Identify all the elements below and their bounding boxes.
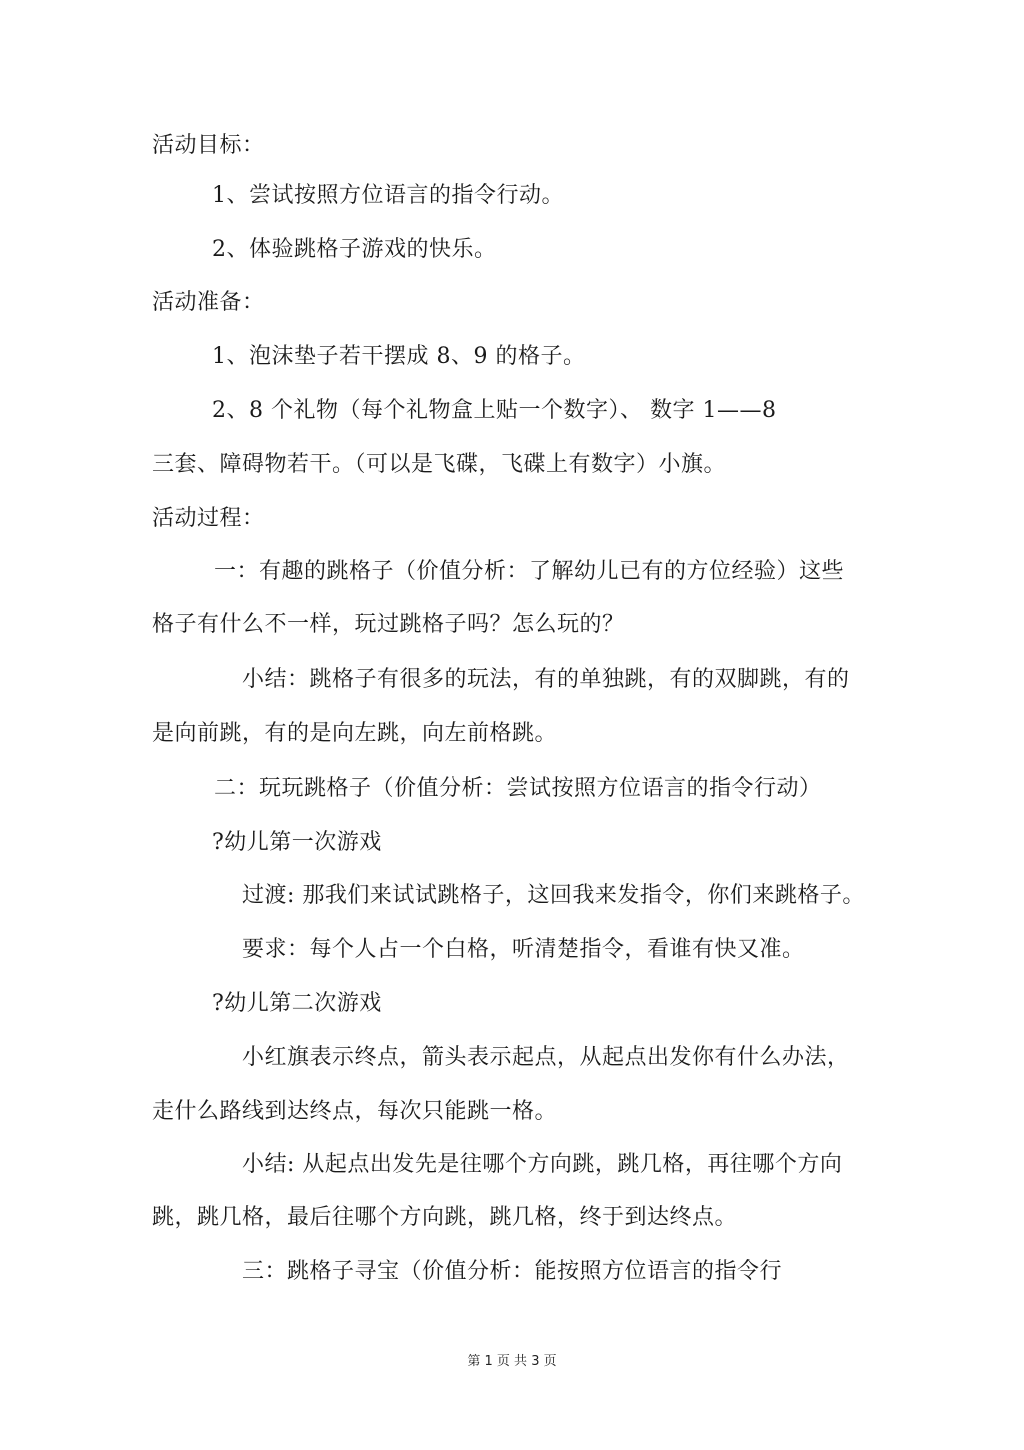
summary-2-continued: 跳，跳几格，最后往哪个方向跳，跳几格，终于到达终点。 <box>152 1205 738 1230</box>
preparation-item-2-continued: 三套、障碍物若干。（可以是飞碟，飞碟上有数字）小旗。 <box>152 452 727 477</box>
heading-activity-goals: 活动目标： <box>152 133 265 158</box>
heading-activity-preparation: 活动准备： <box>152 290 265 315</box>
heading-activity-process: 活动过程： <box>152 506 265 531</box>
goal-item-1: 1、尝试按照方位语言的指令行动。 <box>212 183 564 208</box>
process-part-3: 三：跳格子寻宝（价值分析：能按照方位语言的指令行 <box>242 1259 783 1284</box>
transition-text: 过渡: 那我们来试试跳格子，这回我来发指令，你们来跳格子。 <box>242 883 865 908</box>
first-game: ?幼儿第一次游戏 <box>212 830 382 855</box>
process-part-1: 一：有趣的跳格子（价值分析：了解幼儿已有的方位经验）这些 <box>214 559 845 584</box>
process-part-2: 二：玩玩跳格子（价值分析：尝试按照方位语言的指令行动） <box>214 776 822 801</box>
summary-1-continued: 是向前跳，有的是向左跳，向左前格跳。 <box>152 721 558 746</box>
page-number-footer: 第 1 页 共 3 页 <box>467 1354 557 1369</box>
goal-item-2: 2、体验跳格子游戏的快乐。 <box>212 237 497 262</box>
summary-2: 小结: 从起点出发先是往哪个方向跳，跳几格，再往哪个方向 <box>242 1152 843 1177</box>
preparation-item-2: 2、8 个礼物（每个礼物盒上贴一个数字）、 数字 1——8 <box>212 398 777 423</box>
second-game: ?幼儿第二次游戏 <box>212 991 382 1016</box>
requirement-text: 要求：每个人占一个白格，听清楚指令，看谁有快又准。 <box>242 937 805 962</box>
second-game-description: 小红旗表示终点，箭头表示起点，从起点出发你有什么办法， <box>242 1045 850 1070</box>
process-part-1-continued: 格子有什么不一样，玩过跳格子吗？怎么玩的？ <box>152 612 625 637</box>
second-game-description-continued: 走什么路线到达终点，每次只能跳一格。 <box>152 1099 558 1124</box>
preparation-item-1: 1、泡沫垫子若干摆成 8、9 的格子。 <box>212 344 586 369</box>
summary-1: 小结：跳格子有很多的玩法，有的单独跳，有的双脚跳，有的 <box>242 667 850 692</box>
